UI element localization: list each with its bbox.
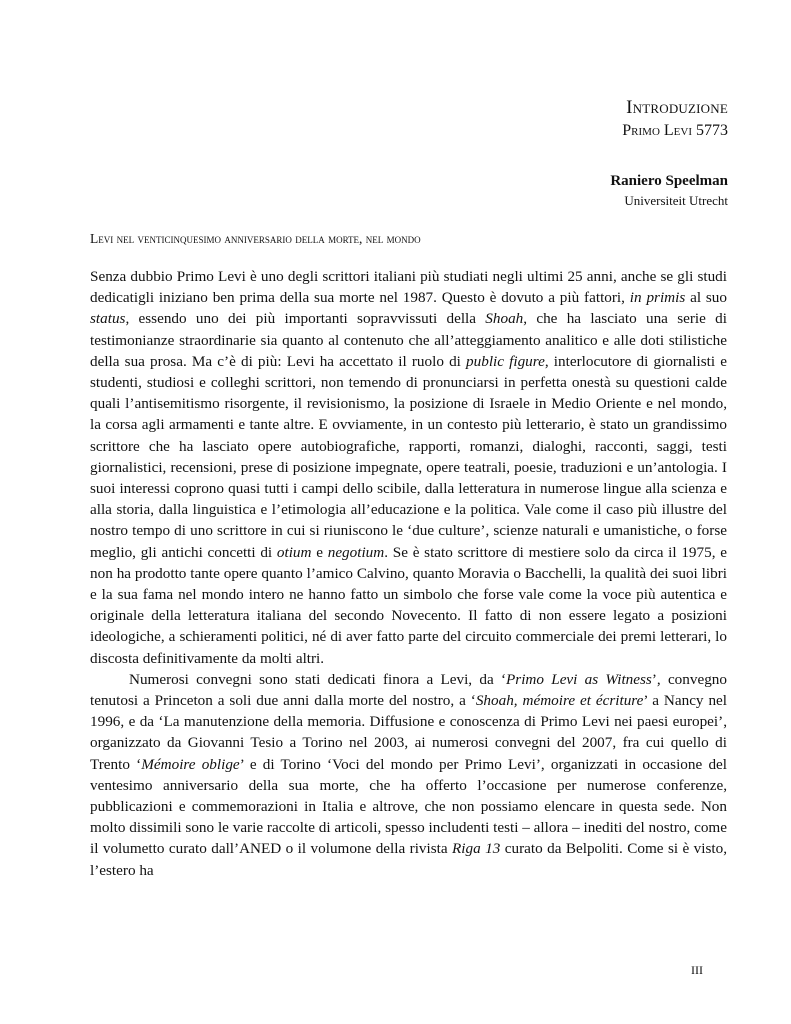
italic-run: in primis bbox=[629, 289, 686, 307]
author-block bbox=[610, 171, 728, 210]
paragraph-1 bbox=[90, 266, 727, 669]
text-run: ’ e di Torino ‘Voci del mondo per Primo Levi’, organizzati in occasione del ventesimo anniversario della sua morte, che ha offerto l’occasione per numerose conferenze, pubblicazioni e commemorazioni in Italia e altrove, che non possiamo elencare in questa sede. Non molto dissimili sono le varie raccolte di articoli, spesso includenti testi – allora – inediti del nostro, come il volumetto curato dall’ANED o il volumone della rivista bbox=[90, 755, 728, 858]
author-affiliation: Universiteit Utrecht bbox=[624, 193, 728, 208]
text-run: al suo bbox=[685, 289, 727, 307]
paragraph-2 bbox=[90, 669, 727, 881]
text-run: ’ a Nancy nel 1996, e da ‘La manutenzione della memoria. Diffusione e conoscenza di Primo Levi nei paesi europei’, organizzato da Giovanni Tesio a Torino nel 2003, ai numerosi convegni del 2007, fra cui quello di Trento ‘ bbox=[90, 692, 727, 773]
text-run: curato da Belpoliti. Come si è visto, l’estero ha bbox=[90, 840, 727, 879]
text-run: , interlocutore di giornalisti e studenti, studiosi e colleghi scrittori, non temendo di pronunciarsi in perfetta onestà su questioni calde quali l’antisemitismo risorgente, il revisionismo, la posizione di Israele in Medio Oriente e nel mondo, la corsa agli armamenti e tante altre. E ovviamente, in un contesto più letterario, è stato un grandissimo scrittore che ha lasciato opere autobiografiche, rapporti, romanzi, dialoghi, racconti, saggi, testi giornalistici, recensioni, prese di posizione impegnate, opere teatrali, poesie, traduzioni e un’antologia. I suoi interessi coprono quasi tutti i campi dello scibile, dalla letteratura in numerose lingue alla scienza e alla storia, dalla linguistica e l’etimologia all’educazione e la politica. Vale come il caso più illustre del nostro tempo di uno scrittore in cui si riuniscono le ‘due culture’, scienze naturali e umanistiche, o forse meglio, gli antichi concetti di bbox=[90, 352, 727, 561]
body-text bbox=[90, 266, 727, 881]
chapter-title: Introduzione bbox=[626, 97, 728, 118]
italic-run: Shoah bbox=[485, 310, 524, 328]
italic-run: Shoah, mémoire et écriture bbox=[475, 692, 644, 710]
italic-run: negotium bbox=[327, 543, 385, 561]
text-run: ’, convegno tenutosi a Princeton a soli due anni dalla morte del nostro, a ‘ bbox=[90, 670, 727, 710]
page-number: III bbox=[691, 963, 703, 977]
italic-run: Primo Levi as Witness bbox=[506, 670, 652, 688]
italic-run: Riga 13 bbox=[452, 840, 501, 858]
italic-run: status bbox=[90, 310, 126, 328]
italic-run: otium bbox=[276, 543, 312, 561]
text-run: , che ha lasciato una serie di testimonianze straordinarie sia quanto al contenuto che all’atteggiamento analitico e alle doti stilistiche della sua prosa. Ma c’è di più: Levi ha accettato il ruolo di bbox=[90, 310, 727, 370]
italic-run: Mémoire oblige bbox=[141, 755, 240, 773]
text-run: . Se è stato scrittore di mestiere solo da circa il 1975, e non ha prodotto tante opere quanto l’amico Calvino, quanto Moravia o Bacchelli, la qualità dei suoi libri e la sua fama nel mondo intero ne hanno fatto un simbolo che forse vale come la voce più autentica e originale della letteratura italiana del secondo Novecento. Il fatto di non essere legato a posizioni ideologiche, a schieramenti politici, né di aver fatto parte del circuito commerciale dei premi letterari, lo discosta definitivamente da molti altri. bbox=[90, 543, 727, 667]
chapter-subtitle: Primo Levi 5773 bbox=[622, 122, 728, 139]
text-run: e bbox=[311, 543, 328, 561]
text-run: Numerosi convegni sono stati dedicati finora a Levi, da ‘ bbox=[129, 670, 507, 688]
title-block bbox=[622, 97, 728, 142]
section-heading: Levi nel venticinquesimo anniversario della morte, nel mondo bbox=[90, 231, 421, 246]
text-run: Senza dubbio Primo Levi è uno degli scrittori italiani più studiati negli ultimi 25 anni, anche se gli studi dedicatigli iniziano ben prima della sua morte nel 1987. Questo è dovuto a più fattori, bbox=[90, 268, 727, 307]
italic-run: public figure bbox=[466, 352, 545, 370]
text-run: , essendo uno dei più importanti sopravvissuti della bbox=[125, 310, 486, 328]
author-name: Raniero Speelman bbox=[610, 173, 728, 189]
